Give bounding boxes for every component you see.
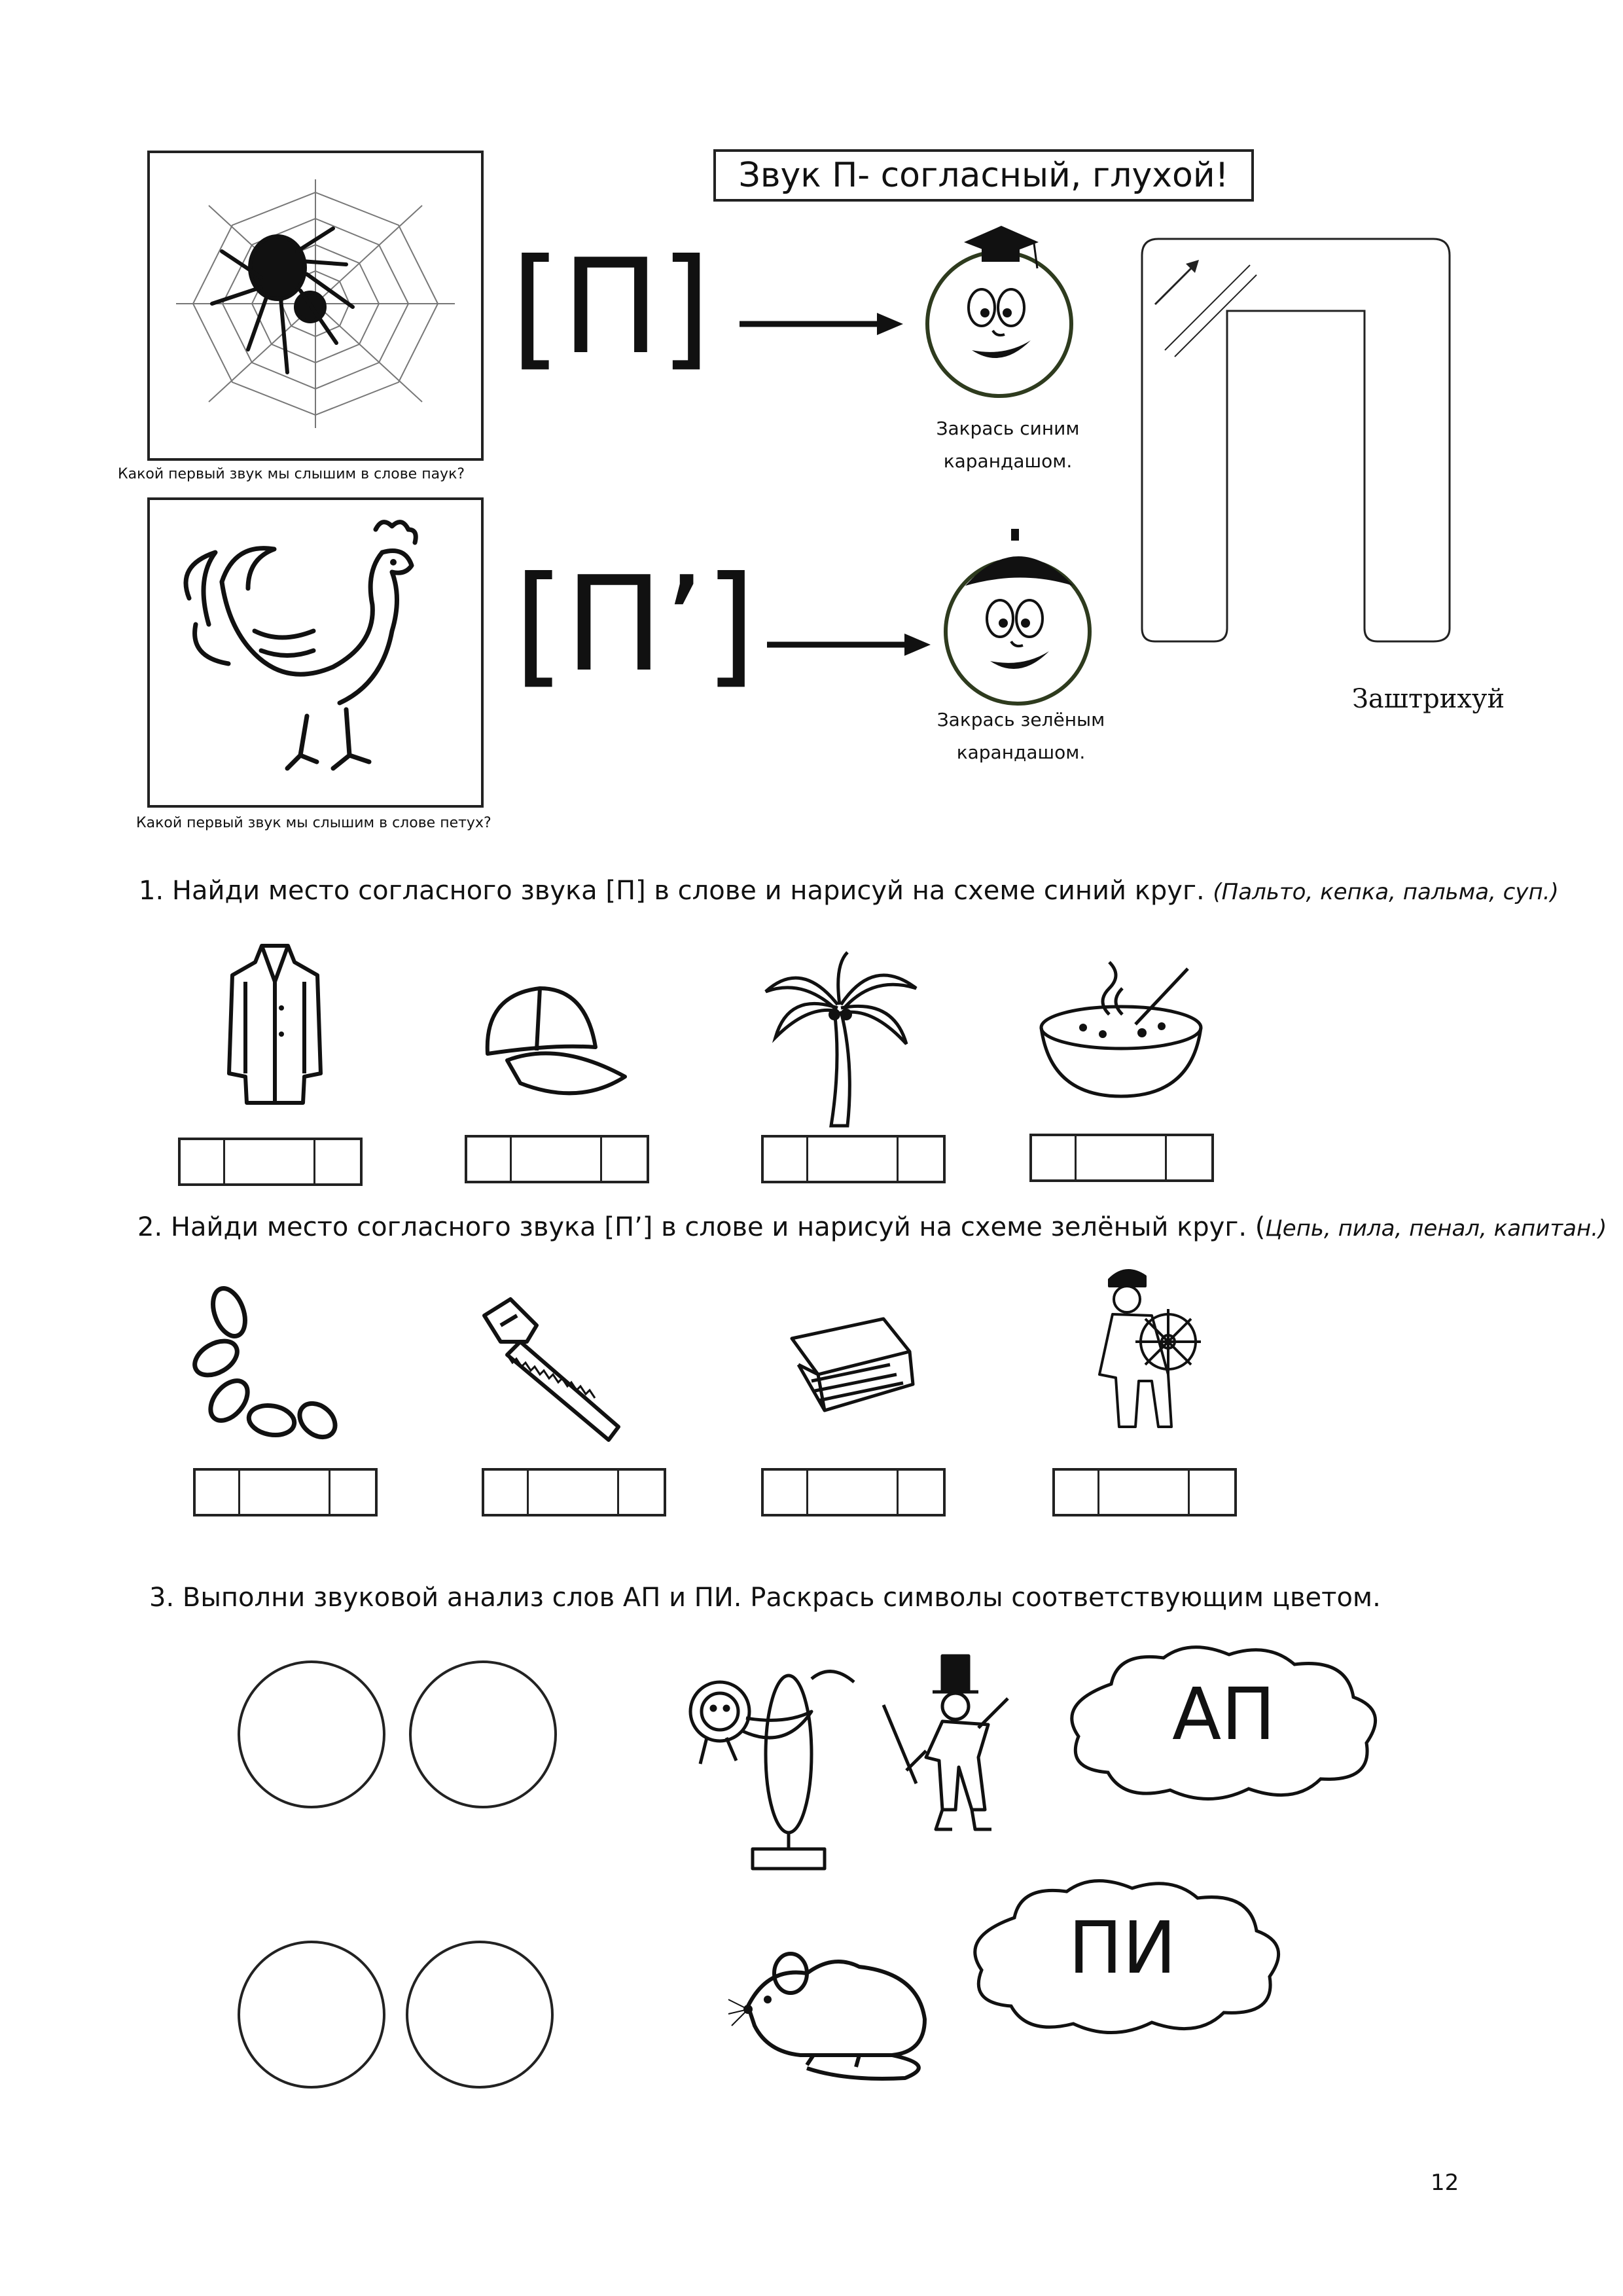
sound-scheme-palm[interactable] [761,1135,946,1183]
spider-web-icon [150,153,481,458]
coat-icon [226,942,324,1106]
sound-p-soft-symbol: [П’] [514,548,757,701]
smiley-graduate-icon[interactable] [919,216,1083,399]
captain-icon [1086,1263,1211,1437]
instruction-blue: Закрась синим карандашом. [936,418,1080,472]
arrow-icon [740,308,903,340]
sound-p-symbol: [П] [510,231,711,384]
arrow-icon [767,628,931,661]
sound-scheme-soup[interactable] [1029,1134,1214,1182]
sound-scheme-captain[interactable] [1052,1468,1237,1516]
spider-picture [147,151,484,461]
rooster-picture [147,497,484,808]
sound-scheme-chain[interactable] [193,1468,378,1516]
word-pi: ПИ [1068,1906,1177,1990]
sound-circle[interactable] [409,1660,557,1808]
task-1-text: 1. Найди место согласного звука [П] в слове и нарисуй на схеме синий круг. (Пальто, кепка, пальма, суп.) [139,876,1559,906]
pencil-case-icon [785,1312,916,1424]
sound-scheme-coat[interactable] [178,1138,363,1186]
sound-circle[interactable] [238,1660,385,1808]
word-ap: АП [1172,1672,1275,1756]
palm-icon [762,952,919,1129]
sound-scheme-pencil-case[interactable] [761,1468,946,1516]
chain-icon [190,1286,347,1450]
sound-scheme-saw[interactable] [482,1468,666,1516]
smiley-beret-icon[interactable] [938,524,1101,707]
page-title: Звук П- согласный, глухой! [713,149,1254,202]
circus-lion-icon [681,1653,1047,1869]
spider-icon [212,228,353,372]
saw-icon [481,1296,625,1443]
sound-circle[interactable] [238,1941,385,2089]
hatch-label: Заштрихуй [1352,684,1505,714]
letter-p-outline[interactable] [1139,239,1453,645]
sound-circle[interactable] [406,1941,554,2089]
page-number: 12 [1431,2170,1459,2196]
spider-caption: Какой первый звук мы слышим в слове паук? [118,466,465,482]
mouse-icon [728,1941,938,2081]
instruction-green: Закрась зелёным карандашом. [936,709,1105,763]
task-2-text: 2. Найди место согласного звука [П’] в слове и нарисуй на схеме зелёный круг. (Цепь, пила, пенал, капитан.) [137,1212,1607,1242]
cap-icon [481,982,632,1103]
task-3-text: 3. Выполни звуковой анализ слов АП и ПИ. Раскрась символы соответствующим цветом. [149,1583,1381,1613]
rooster-icon [150,500,481,805]
sound-scheme-cap[interactable] [465,1135,649,1183]
soup-icon [1037,962,1207,1100]
rooster-caption: Какой первый звук мы слышим в слове петух? [136,815,491,831]
